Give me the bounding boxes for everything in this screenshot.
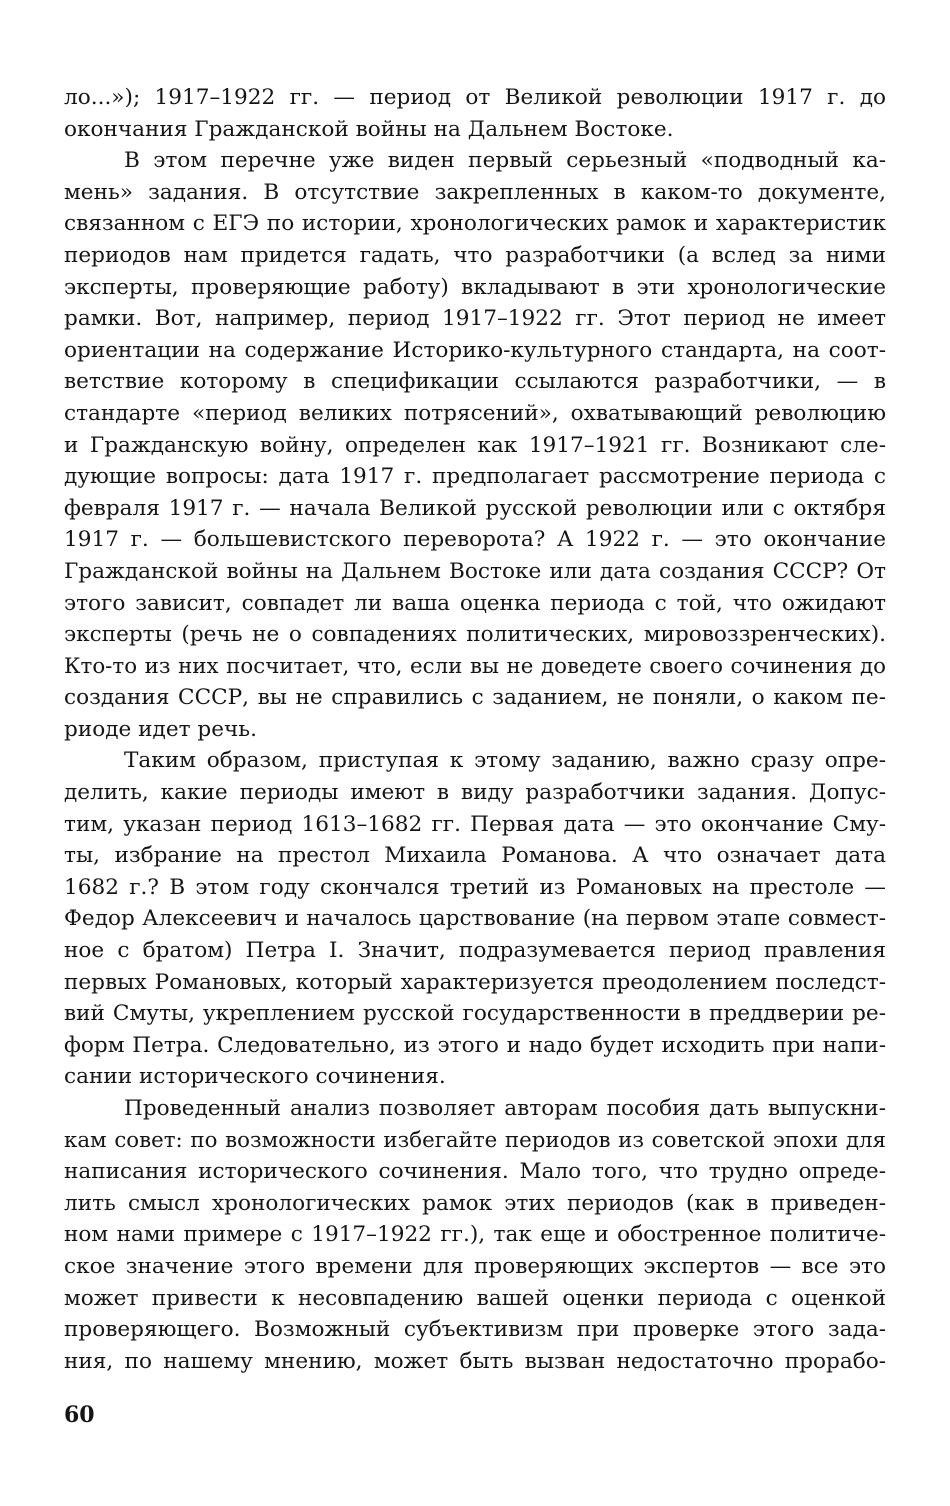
paragraph (64, 82, 886, 145)
text-line: эксперты, проверяющие работу) вкладывают в эти хронологические (64, 274, 886, 300)
text-line: окончания Гражданской войны на Дальнем Востоке. (64, 116, 674, 142)
text-line: сании исторического сочинения. (64, 1064, 446, 1090)
text-line: Гражданской войны на Дальнем Востоке или дата создания СССР? От (64, 558, 886, 584)
text-line: связанном с ЕГЭ по истории, хронологических рамок и характеристик (64, 211, 886, 237)
text-line: февраля 1917 г. — начала Великой русской революции или с октября (64, 495, 886, 521)
text-line: ном нами примере с 1917–1922 гг.), так еще и обостренное политиче- (64, 1222, 886, 1248)
text-line: стандарте «период великих потрясений», охватывающий революцию (64, 400, 886, 426)
body-text (64, 82, 886, 1377)
text-line: дующие вопросы: дата 1917 г. предполагает рассмотрение периода с (64, 464, 886, 490)
paragraph (64, 145, 886, 745)
text-line: В этом перечне уже виден первый серьезный «подводный ка- (124, 148, 886, 174)
text-line: ния, по нашему мнению, может быть вызван недостаточно прорабо- (64, 1348, 886, 1374)
text-line: первых Романовых, который характеризуется преодолением последст- (64, 969, 886, 995)
paragraph (64, 745, 886, 1093)
paragraph (64, 1093, 886, 1377)
text-line: 1917 г. — большевистского переворота? А 1922 г. — это окончание (64, 527, 886, 553)
text-line: Таким образом, приступая к этому заданию, важно сразу опре- (124, 748, 886, 774)
text-line: Проведенный анализ позволяет авторам пособия дать выпускни- (124, 1096, 886, 1121)
text-line: форм Петра. Следовательно, из этого и надо будет исходить при напи- (64, 1032, 886, 1058)
text-line: 1682 г.? В этом году скончался третий из Романовых на престоле — (64, 874, 886, 900)
text-line: делить, какие периоды имеют в виду разработчики задания. Допус- (64, 780, 886, 806)
text-line: проверяющего. Возможный субъективизм при проверке этого зада- (64, 1317, 886, 1343)
text-line: ветствие которому в спецификации ссылаются разработчики, — в (64, 369, 886, 395)
text-line: ты, избрание на престол Михаила Романова. А что означает дата (64, 843, 886, 869)
text-line: может привести к несовпадению вашей оценки периода с оценкой (64, 1285, 886, 1311)
text-line: рамки. Вот, например, период 1917–1922 гг. Этот период не имеет (64, 306, 886, 332)
text-line: и Гражданскую войну, определен как 1917–1921 гг. Возникают сле- (64, 432, 886, 458)
page-number: 60 (64, 1402, 95, 1428)
text-line: мень» задания. В отсутствие закрепленных в каком-то документе, (64, 179, 886, 205)
text-line: тим, указан период 1613–1682 гг. Первая дата — это окончание Сму- (64, 811, 886, 837)
text-line: ориентации на содержание Историко-культурного стандарта, на соот- (64, 337, 886, 363)
text-line: ское значение этого времени для проверяющих экспертов — все это (64, 1253, 886, 1279)
text-line: Федор Алексеевич и началось царствование (на первом этапе совмест- (64, 906, 886, 932)
text-line: этого зависит, совпадет ли ваша оценка периода с той, что ожидают (64, 590, 886, 616)
text-line: создания СССР, вы не справились с заданием, не поняли, о каком пе- (64, 685, 886, 711)
text-line: лить смысл хронологических рамок этих периодов (как в приведен- (64, 1190, 886, 1216)
text-line: ное с братом) Петра I. Значит, подразумевается период правления (64, 938, 886, 964)
text-line: написания исторического сочинения. Мало того, что трудно опреде- (64, 1159, 886, 1185)
text-line: вий Смуты, укреплением русской государственности в преддверии ре- (64, 1001, 886, 1027)
text-line: периодов нам придется гадать, что разработчики (а вслед за ними (64, 242, 886, 268)
text-line: кам совет: по возможности избегайте периодов из советской эпохи для (64, 1127, 886, 1153)
text-line: риоде идет речь. (64, 716, 257, 742)
text-line: ло...»); 1917–1922 гг. — период от Великой революции 1917 г. до (64, 85, 886, 110)
text-line: эксперты (речь не о совпадениях политических, мировоззренческих). (64, 622, 886, 648)
text-line: Кто-то из них посчитает, что, если вы не доведете своего сочинения до (64, 653, 886, 679)
